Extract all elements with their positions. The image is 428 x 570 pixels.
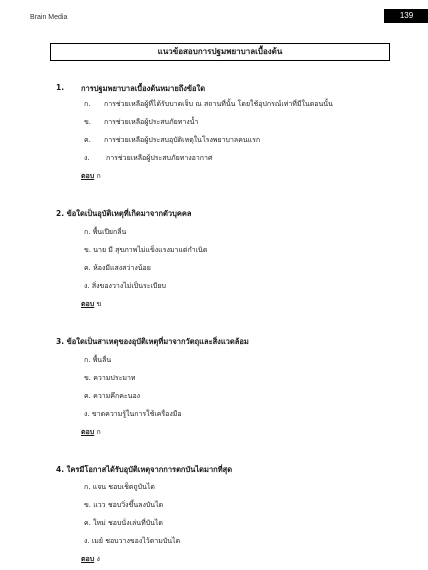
page-number-badge: 139 xyxy=(384,9,428,23)
question-3-text: 3. ข้อใดเป็นสาเหตุของอุบัติเหตุที่มาจากวัตถุและสิ่งแวดล้อม xyxy=(56,337,249,346)
q1-option-b: การช่วยเหลือผู้ประสบภัยทางน้ำ xyxy=(104,118,199,126)
q2-option-a: ก. พื้นเปียกลื่น xyxy=(84,228,127,236)
page-title: แนวข้อสอบการปฐมพยาบาลเบื้องต้น xyxy=(50,43,390,61)
q1-option-d: การช่วยเหลือผู้ประสบภัยทางอากาศ xyxy=(106,154,213,162)
q2-option-d: ง. สิ่งของวางไม่เป็นระเบียบ xyxy=(84,282,166,290)
q1-option-c: การช่วยเหลือผู้ประสบอุบัติเหตุในโรงพยาบาลคนแรก xyxy=(104,136,261,144)
question-4-text: 4. ใครมีโอกาสได้รับอุบัติเหตุจากการตกบันไดมากที่สุด xyxy=(56,465,233,474)
q4-answer-label: ตอบ xyxy=(81,555,95,563)
q2-answer-label: ตอบ xyxy=(81,300,95,308)
question-1-text: การปฐมพยาบาลเบื้องต้นหมายถึงข้อใด xyxy=(81,84,206,93)
question-2-text: 2. ข้อใดเป็นอุบัติเหตุที่เกิดมาจากตัวบุคคล xyxy=(56,209,192,218)
question-1-number: 1. xyxy=(56,83,65,92)
q1-option-d-key: ง. xyxy=(84,154,90,162)
q3-option-d: ง. ขาดความรู้ในการใช้เครื่องมือ xyxy=(84,410,182,418)
q3-option-a: ก. พื้นลื่น xyxy=(84,356,112,364)
q3-option-b: ข. ความประมาท xyxy=(84,374,136,382)
q3-answer-label: ตอบ xyxy=(81,428,95,436)
q2-answer xyxy=(81,299,101,310)
q1-answer xyxy=(81,171,101,182)
q2-answer-value: ข xyxy=(96,300,102,308)
q1-option-a: การช่วยเหลือผู้ที่ได้รับบาดเจ็บ ณ สถานที่นั้น โดยใช้อุปกรณ์เท่าที่มีในตอนนั้น xyxy=(104,100,333,108)
q3-option-c: ค. ความคึกคะนอง xyxy=(84,392,141,400)
q1-option-b-key: ข. xyxy=(84,118,92,126)
q4-answer-value: ง xyxy=(96,555,100,563)
q1-option-a-key: ก. xyxy=(84,100,91,108)
q1-answer-label: ตอบ xyxy=(81,172,95,180)
header-brand: Brain Media xyxy=(30,14,68,21)
q3-answer xyxy=(81,427,101,438)
q1-answer-value: ก xyxy=(96,172,101,180)
q2-option-b: ข. นาย มี สุขภาพไม่แข็งแรงมาแต่กำเนิด xyxy=(84,246,208,254)
q4-option-a: ก. แจน ชอบเช็ดถูบันได xyxy=(84,483,155,491)
q4-option-d: ง. เมย์ ชอบวางของไว้ตามบันได xyxy=(84,537,181,545)
q1-option-c-key: ค. xyxy=(84,136,91,144)
q4-answer xyxy=(81,554,100,565)
q4-option-b: ข. แวว ชอบวิ่งขึ้นลงบันได xyxy=(84,501,164,509)
q2-option-c: ค. ห้องมีแสงสว่างน้อย xyxy=(84,264,151,272)
q4-option-c: ค. ใหม่ ชอบนั่งเล่นที่บันได xyxy=(84,519,163,527)
q3-answer-value: ก xyxy=(96,428,101,436)
